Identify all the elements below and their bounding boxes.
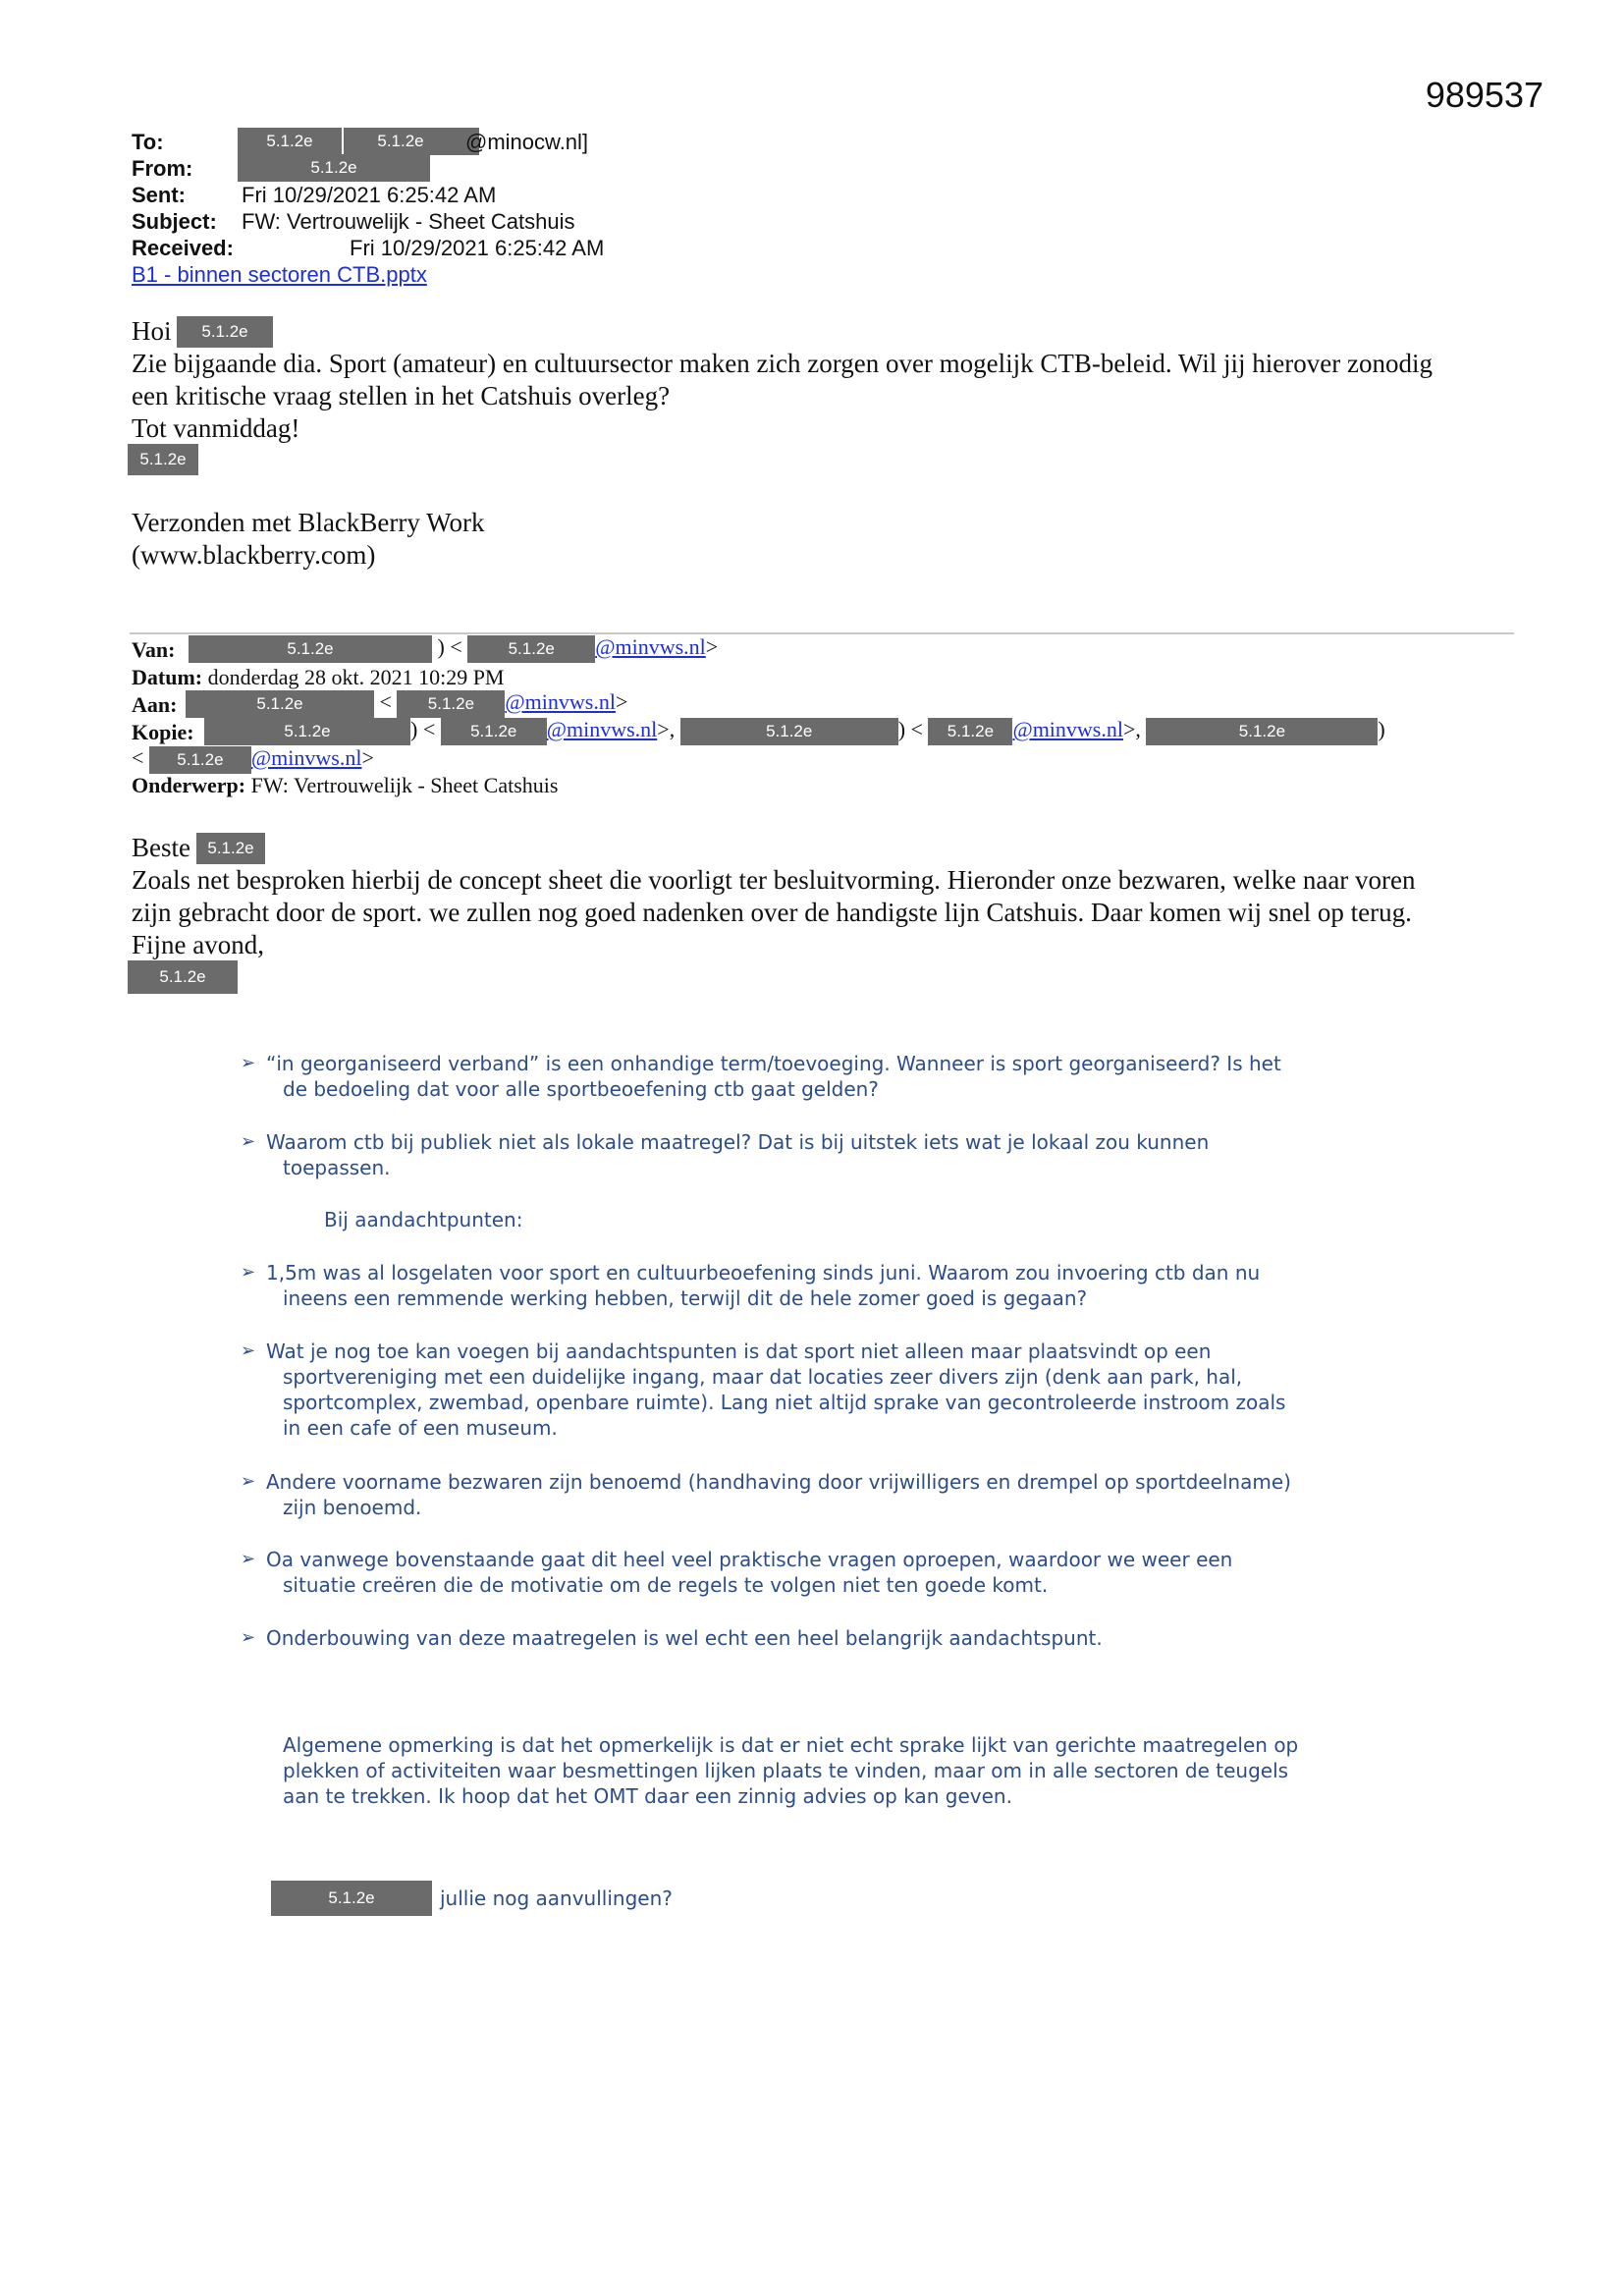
signature-line-1: Verzonden met BlackBerry Work <box>132 508 485 537</box>
bullet-item: ➢ Wat je nog toe kan voegen bij aandachtspunten is dat sport niet alleen maar plaatsvindt op een sportvereniging met een duidelijke ingang, maar dat locaties zeer divers zijn (denk aan park, hal, sportcomplex, zwembad, openbare ruimte). Lang niet altijd sprake van gecontroleerde instroom zoals in een cafe of een museum. <box>241 1339 1286 1440</box>
closing-question: jullie nog aanvullingen? <box>440 1886 673 1910</box>
subject-row <box>132 209 575 235</box>
from-redactions <box>238 154 430 182</box>
attachment-row <box>132 262 427 288</box>
signature-line-2: (www.blackberry.com) <box>132 540 376 570</box>
message-line-2: zijn gebracht door de sport. we zullen nog goed nadenken over de handigste lijn Catshuis. Daar komen wij snel op terug. <box>132 898 1412 927</box>
message-line-1: Zie bijgaande dia. Sport (amateur) en cultuursector maken zich zorgen over mogelijk CTB-beleid. Wil jij hierover zonodig <box>132 349 1433 378</box>
to-domain: @minocw.nl] <box>465 130 589 154</box>
arrow-bullet-icon: ➢ <box>241 1262 256 1283</box>
arrow-bullet-icon: ➢ <box>241 1471 256 1492</box>
email-domain[interactable]: @minvws.nl <box>1012 717 1123 741</box>
kopie-row-2: < 5.1.2e @minvws.nl> <box>132 744 374 774</box>
sent-row <box>132 183 496 208</box>
van-redactions: 5.1.2e ) < 5.1.2e @minvws.nl> <box>189 633 718 663</box>
datum-label: Datum: <box>132 665 203 689</box>
kopie-label: Kopie: <box>132 720 194 744</box>
arrow-bullet-icon: ➢ <box>241 1340 256 1361</box>
redaction-box: 5.1.2e <box>238 154 430 182</box>
bullet-item: ➢ 1,5m was al losgelaten voor sport en cultuurbeoefening sinds juni. Waarom zou invoering ctb dan nu ineens een remmende werking hebben, terwijl dit de hele zomer goed is gegaan? <box>241 1261 1261 1310</box>
aan-row <box>132 691 177 719</box>
redaction-box: 5.1.2e <box>680 718 898 745</box>
greeting-redaction <box>177 316 273 348</box>
arrow-bullet-icon: ➢ <box>241 1549 256 1569</box>
attachment-link[interactable]: B1 - binnen sectoren CTB.pptx <box>132 262 427 287</box>
email-domain[interactable]: @minvws.nl <box>505 689 616 714</box>
greeting-row <box>132 315 172 348</box>
redaction-box: 5.1.2e <box>128 444 198 475</box>
message-line-3: Tot vanmiddag! <box>132 413 300 443</box>
redaction-box: 5.1.2e <box>186 690 374 718</box>
message-line-3: Fijne avond, <box>132 930 264 959</box>
redaction-box: 5.1.2e <box>1146 718 1378 745</box>
aandachtpunten-heading: Bij aandachtpunten: <box>324 1208 523 1231</box>
kopie-redactions: 5.1.2e ) < 5.1.2e @minvws.nl>, 5.1.2e ) < 5.1.2e @minvws.nl>, 5.1.2e ) <box>204 716 1385 745</box>
general-remark-line-1: Algemene opmerking is dat het opmerkelijk is dat er niet echt sprake lijkt van gerichte maatregelen op <box>283 1733 1299 1757</box>
bullet-item: ➢ Onderbouwing van deze maatregelen is wel echt een heel belangrijk aandachtspunt. <box>241 1626 1103 1650</box>
aan-redactions: 5.1.2e < 5.1.2e @minvws.nl> <box>186 688 627 718</box>
redaction-box: 5.1.2e <box>441 718 547 745</box>
sent-label: Sent: <box>132 183 186 207</box>
to-row <box>132 130 164 155</box>
email-domain[interactable]: @minvws.nl <box>546 717 658 741</box>
redaction-box: 5.1.2e <box>177 316 273 348</box>
aan-label: Aan: <box>132 692 178 717</box>
received-label: Received: <box>132 236 234 260</box>
received-row <box>132 236 604 261</box>
arrow-bullet-icon: ➢ <box>241 1627 256 1648</box>
redaction-box: 5.1.2e <box>344 128 458 155</box>
van-row <box>132 636 175 664</box>
to-label: To: <box>132 130 164 154</box>
message-line-1: Zoals net besproken hierbij de concept sheet die voorligt ter besluitvorming. Hieronder onze bezwaren, welke naar voren <box>132 865 1416 895</box>
signature-redaction <box>128 444 198 475</box>
redaction-box: 5.1.2e <box>271 1881 432 1916</box>
bullet-item: ➢ Waarom ctb bij publiek niet als lokale maatregel? Dat is bij uitstek iets wat je lokaal zou kunnen toepassen. <box>241 1130 1210 1179</box>
redaction-box: 5.1.2e <box>204 718 410 745</box>
greeting-text: Hoi <box>132 316 172 346</box>
greeting-text: Beste <box>132 833 190 862</box>
bullet-item: ➢ Oa vanwege bovenstaande gaat dit heel veel praktische vragen oproepen, waardoor we weer een situatie creëren die de motivatie om de regels te volgen niet ten goede komt. <box>241 1548 1233 1597</box>
redaction-box: 5.1.2e <box>196 833 265 864</box>
email-domain[interactable]: @minvws.nl <box>250 745 362 770</box>
bullet-item: ➢ Andere voorname bezwaren zijn benoemd (handhaving door vrijwilligers en drempel op sportdeelname) zijn benoemd. <box>241 1470 1291 1519</box>
onderwerp-value: FW: Vertrouwelijk - Sheet Catshuis <box>250 773 559 797</box>
general-remark-line-3: aan te trekken. Ik hoop dat het OMT daar een zinnig advies op kan geven. <box>283 1784 1012 1808</box>
redaction-box: 5.1.2e <box>928 718 1012 745</box>
arrow-bullet-icon: ➢ <box>241 1053 256 1073</box>
greeting-row-2 <box>132 832 190 864</box>
datum-value: donderdag 28 okt. 2021 10:29 PM <box>207 665 505 689</box>
redaction-box: 5.1.2e <box>238 128 342 155</box>
onderwerp-label: Onderwerp: <box>132 773 246 797</box>
received-value: Fri 10/29/2021 6:25:42 AM <box>350 236 605 260</box>
kopie-row <box>132 719 194 746</box>
document-number: 989537 <box>1425 75 1543 115</box>
from-label: From: <box>132 156 193 181</box>
message-line-2: een kritische vraag stellen in het Catshuis overleg? <box>132 381 671 410</box>
redaction-box: 5.1.2e <box>189 635 432 663</box>
to-redactions <box>238 128 479 155</box>
from-row <box>132 156 192 182</box>
subject-label: Subject: <box>132 209 217 234</box>
greeting-redaction-2 <box>196 833 265 864</box>
van-label: Van: <box>132 637 176 662</box>
onderwerp-row <box>132 772 558 799</box>
redaction-box: 5.1.2e <box>128 960 238 994</box>
subject-value: FW: Vertrouwelijk - Sheet Catshuis <box>242 209 575 234</box>
datum-row <box>132 664 505 691</box>
redaction-box: 5.1.2e <box>467 635 595 663</box>
bullet-item: ➢ “in georganiseerd verband” is een onhandige term/toevoeging. Wanneer is sport georganiseerd? Is het de bedoeling dat voor alle sportbeoefening ctb gaat gelden? <box>241 1052 1281 1101</box>
general-remark-line-2: plekken of activiteiten waar besmettingen lijken plaats te vinden, maar om in alle sectoren de teugels <box>283 1759 1289 1782</box>
sent-value: Fri 10/29/2021 6:25:42 AM <box>242 183 497 207</box>
redaction-box: 5.1.2e <box>149 746 251 774</box>
closing-redaction <box>271 1881 432 1916</box>
email-domain[interactable]: @minvws.nl <box>595 634 706 659</box>
redaction-box: 5.1.2e <box>397 690 505 718</box>
signature-redaction-2 <box>128 960 238 994</box>
arrow-bullet-icon: ➢ <box>241 1131 256 1152</box>
